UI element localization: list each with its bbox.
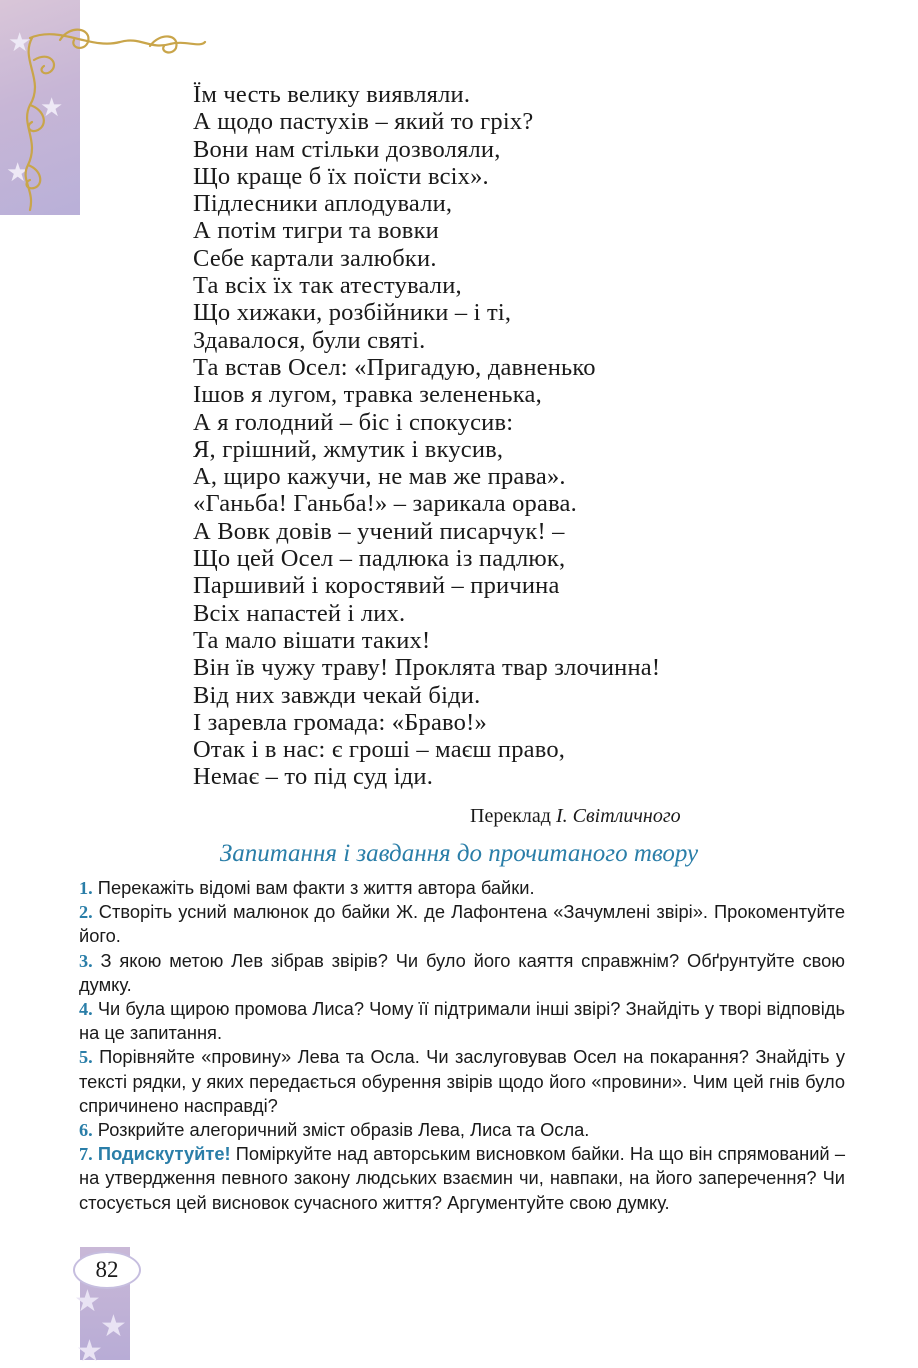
poem-line: Я, грішний, жмутик і вкусив, [193,435,504,463]
question-number: 3. [79,950,93,971]
translator-name: І. Світличного [555,805,681,827]
poem-line: Підлесники аплодували, [193,190,453,218]
poem-line: Та встав Осел: «Пригадую, давненько [193,353,596,381]
ornament-icon [0,20,215,220]
star-icon: ★ [40,93,64,122]
poem-line: І заревла громада: «Браво!» [193,708,487,736]
star-icon: ★ [100,1310,127,1343]
poem-line: Немає – то під суд іди. [193,763,434,791]
poem-line: Їм честь велику виявляли. [193,81,471,108]
question-item [79,997,845,1045]
poem-line: Вони нам стільки дозволяли, [193,135,501,163]
star-icon: ★ [6,158,30,187]
poem-line: Всіх напастей і лих. [193,599,406,627]
poem-line: А, щиро кажучи, не мав же права». [193,463,566,491]
question-text: Порівняйте «провину» Лева та Осла. Чи заслуговував Осел на покарання? Знайдіть у тексті рядки, у яких передається обурення звірів щодо його «провини». Чим цей гнів було спричинено насправді? [79,1046,845,1116]
section-heading: Запитання і завдання до прочитаного твору [219,840,699,867]
translator-credit [470,805,681,828]
question-text: Розкрийте алегоричний зміст образів Лева, Лиса та Осла. [92,1119,590,1141]
question-number: 4. [79,999,93,1020]
question-item [79,900,845,948]
poem-line: Від них завжди чекай біди. [193,681,481,709]
poem-line: Паршивий і коростявий – причина [193,572,560,600]
poem-line: Та всіх їх так атестували, [193,272,462,300]
question-text: Чи була щирою промова Лиса? Чому її підтримали інші звірі? Знайдіть у творі відповідь на це запитання. [79,998,845,1044]
questions-list [79,876,845,1215]
poem-line: Отак і в нас: є гроші – маєш право, [193,736,566,764]
poem-line: А щодо пастухів – який то гріх? [193,108,534,136]
star-icon: ★ [74,1285,101,1318]
question-item [79,949,845,997]
question-item [79,876,845,900]
page-number: 82 [73,1251,141,1289]
poem-line: Він їв чужу траву! Проклята твар злочинна! [193,654,661,682]
poem-line: Що хижаки, розбійники – і ті, [193,299,512,327]
question-text: Створіть усний малюнок до байки Ж. де Лафонтена «Зачумлені звірі». Прокоментуйте його. [79,901,845,947]
question-item [79,1045,845,1118]
question-number: 1. [79,878,93,898]
question-text: Поміркуйте над авторським висновком байки. На що він спрямований – на утвердження певного закону людських взаємин чи, навпаки, на його заперечення? Чи стосується цей висновок сучасного життя? Аргументуйте свою думку. [79,1143,846,1213]
question-text: Перекажіть відомі вам факти з життя автора байки. [92,877,535,898]
question-text: З якою метою Лев зібрав звірів? Чи було його каяття справжнім? Обґрунтуйте свою думку. [79,949,845,995]
question-item [79,1118,845,1142]
poem-line: А потім тигри та вовки [193,217,439,245]
poem-line: А Вовк довів – учений писарчук! – [193,517,565,545]
poem-line: Себе картали залюбки. [193,244,437,272]
star-icon: ★ [76,1335,103,1368]
poem-line: А я голодний – біс і спокусив: [193,408,514,436]
poem-line: «Ганьба! Ганьба!» – зарикала орава. [193,490,577,518]
discussion-prompt: Подискутуйте! [92,1143,231,1165]
poem-line: Що краще б їх поїсти всіх». [193,162,489,190]
poem-text [193,81,873,791]
translator-prefix: Переклад [470,805,551,827]
question-number: 7. [79,1144,93,1165]
question-number: 2. [79,902,93,923]
poem-line: Здавалося, були святі. [193,326,426,354]
poem-line: Та мало вішати таких! [193,626,431,654]
question-number: 5. [79,1047,93,1068]
question-item [79,1142,845,1215]
poem-line: Що цей Осел – падлюка із падлюк, [193,545,566,573]
poem-line: Ішов я лугом, травка зелененька, [193,381,542,409]
star-icon: ★ [8,28,32,57]
question-number: 6. [79,1120,93,1141]
